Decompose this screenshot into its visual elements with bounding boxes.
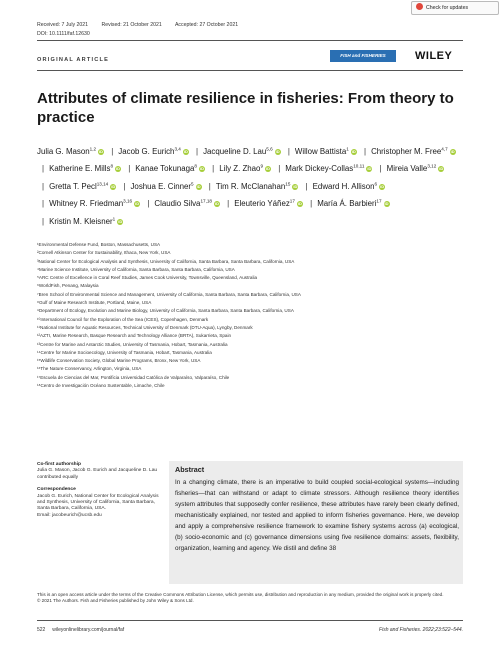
author-name: Lily Z. Zhao (219, 164, 261, 174)
author-separator: | (227, 199, 230, 209)
author[interactable] (49, 217, 123, 226)
updates-label: Check for updates (426, 5, 469, 11)
article-title: Attributes of climate resilience in fisheries: From theory to practice (37, 90, 454, 126)
author-name: Eleuterio Yáñez (234, 199, 290, 209)
author[interactable] (135, 164, 205, 173)
author-name: Claudio Silva (154, 199, 201, 209)
author[interactable] (49, 164, 121, 173)
section-label: ORIGINAL ARTICLE (37, 57, 110, 63)
co-first-heading: Co-first authorship (37, 462, 82, 467)
date-received: Received: 7 July 2021 (37, 22, 89, 28)
author-affiliation-number: 10,11 (353, 163, 365, 169)
check-for-updates-button[interactable] (411, 1, 499, 15)
author[interactable] (313, 182, 385, 191)
orcid-icon[interactable]: iD (135, 201, 140, 207)
footer-citation: Fish and Fisheries. 2022;23:522–544. (379, 627, 463, 633)
co-first-text: Julia G. Mason, Jacob G. Eurich and Jacqueline D. Lau contributed equally (37, 468, 158, 480)
author-separator: | (111, 146, 114, 156)
license-text: This is an open access article under the terms of the Creative Commons Attribution License, which permits use, distribution and reproduction in any medium, provided the original work is properly cited. © 2021 The Authors. Fish and Fisheries published by John Wiley & Sons Ltd. (37, 592, 444, 604)
orcid-icon[interactable]: iD (297, 201, 302, 207)
section-divider (37, 70, 463, 71)
orcid-icon[interactable]: iD (380, 183, 385, 189)
author-separator: | (42, 181, 45, 191)
page-footer (37, 627, 463, 633)
affiliation-item: ¹¹National Institute for Aquatic Resources, Technical University of Denmark (DTU-Aqua), Lyngby, Denmark (37, 324, 253, 330)
author-separator: | (123, 181, 126, 191)
author-name: Whitney R. Friedman (49, 199, 124, 209)
author-separator: | (305, 181, 308, 191)
affiliation-item: ²Cornell Atkinson Center for Sustainability, Ithaca, New York, USA (37, 250, 171, 256)
author-name: Tim R. McClanahan (215, 181, 286, 191)
author[interactable] (118, 147, 189, 156)
affiliation-item: ¹⁴Centre for Marine Socioecology, University of Tasmania, Hobart, Tasmania, Australia (37, 349, 212, 355)
author-separator: | (42, 216, 45, 226)
author-affiliation-number: 3,4 (174, 146, 181, 151)
author[interactable] (295, 147, 357, 156)
orcid-icon[interactable]: iD (214, 201, 219, 207)
doi-link[interactable]: DOI: 10.1111/faf.12630 (37, 31, 90, 37)
affiliation-item: ¹⁶The Nature Conservancy, Arlington, Virginia, USA (37, 366, 142, 372)
author-affiliation-number: 4,7 (441, 146, 448, 151)
author[interactable] (285, 164, 372, 173)
author-affiliation-number: 3,16 (123, 198, 133, 204)
author-name: Christopher M. Free (371, 146, 442, 156)
author-separator: | (212, 164, 215, 174)
orcid-icon[interactable]: iD (199, 166, 204, 172)
author-affiliation-number: 13,14 (96, 181, 109, 187)
orcid-icon[interactable]: iD (183, 148, 188, 154)
affiliation-item: ⁴Marine Science Institute, University of California, Santa Barbara, Santa Barbara, California, USA (37, 266, 235, 272)
affiliation-item: ¹²AZTI, Marine Research, Basque Research and Technology Alliance (BRTA), Sukarrieta, Spain (37, 333, 232, 339)
author[interactable] (49, 199, 140, 208)
correspondence-block (37, 462, 165, 519)
author-list (37, 142, 463, 230)
author-name: Gretta T. Pecl (49, 181, 97, 191)
orcid-icon[interactable]: iD (118, 218, 123, 224)
author-separator: | (287, 146, 290, 156)
author-separator: | (379, 164, 382, 174)
author-name: Katherine E. Mills (49, 164, 111, 174)
author[interactable] (387, 164, 445, 173)
correspondence-text: Jacob G. Eurich, National Center for Ecological Analysis and Synthesis, University of California, Santa Barbara, Santa Barbara, California, USA. (37, 493, 159, 512)
author-affiliation-number: 17,18 (200, 198, 212, 204)
author-affiliation-number: 5,6 (266, 146, 273, 151)
author-separator: | (128, 164, 131, 174)
author-affiliation-number: 5 (191, 181, 194, 187)
author-affiliation-number: 6 (374, 181, 378, 187)
author-separator: | (42, 199, 45, 209)
author-separator: | (208, 181, 211, 191)
journal-logo: FISH and FISHERIES (330, 50, 396, 62)
author[interactable] (37, 147, 104, 156)
author-affiliation-number: 3,12 (427, 163, 437, 169)
correspondence-heading: Correspondence (37, 487, 76, 493)
orcid-icon[interactable]: iD (275, 148, 280, 154)
affiliation-item: ¹³Centre for Marine and Antarctic Studies, University of Tasmania, Hobart, Tasmania, Australia (37, 341, 228, 347)
affiliation-item: ⁷Bren School of Environmental Science and Management, University of California, Santa Barbara, Santa Barbara, California, USA (37, 291, 301, 297)
author-name: María Á. Barbieri (317, 199, 377, 209)
author[interactable] (203, 147, 281, 156)
author-name: Mark Dickey-Collas (285, 164, 354, 174)
author[interactable] (216, 182, 299, 191)
author-name: Willow Battista (294, 146, 347, 156)
orcid-icon[interactable]: iD (351, 148, 356, 154)
author-name: Kristin M. Kleisner (49, 216, 113, 226)
author-affiliation-number: 1,2 (89, 146, 97, 151)
author[interactable] (219, 164, 271, 173)
author-name: Jacqueline D. Lau (203, 146, 267, 156)
author-affiliation-number: 8 (194, 163, 197, 169)
abstract-text: In a changing climate, there is an imperative to build coupled social-ecological systems—including fisheries—that can withstand or adapt to climate stressors. Although resilience theory identifies system attributes that supposedly confer resilience, these attributes have rarely been clearly defined, mechanistically explained, nor tested and applied to inform fisheries governance. Here, we develop and apply a comprehensive resilience framework to examine fishery systems across (a) ecological, (b) socio-economic and (c) governance dimensions using five resilience domains: assets, flexibility, organization, learning and agency. We distil and define 38 (175, 479, 459, 552)
author-name: Joshua E. Cinner (130, 181, 192, 191)
affiliation-item: ³National Center for Ecological Analysis and Synthesis, University of California, Santa Barbara, Santa Barbara, California, USA (37, 258, 295, 264)
author-separator: | (196, 146, 199, 156)
orcid-icon[interactable]: iD (196, 183, 201, 189)
author-separator: | (310, 199, 313, 209)
author-name: Mireia Valle (386, 164, 428, 174)
orcid-icon[interactable]: iD (116, 166, 121, 172)
date-accepted: Accepted: 27 October 2021 (174, 22, 239, 28)
orcid-icon[interactable]: iD (266, 166, 271, 172)
orcid-icon[interactable]: iD (293, 183, 298, 189)
author-separator: | (147, 199, 150, 209)
footer-divider (37, 620, 463, 621)
author[interactable] (317, 199, 389, 208)
author-affiliation-number: 17 (289, 198, 295, 204)
abstract-box (169, 461, 463, 584)
author-affiliation-number: 1 (346, 146, 349, 151)
abstract-heading: Abstract (175, 465, 205, 474)
author-name: Julia G. Mason (37, 146, 90, 156)
author[interactable] (234, 199, 303, 208)
author[interactable] (371, 147, 456, 156)
correspondence-email[interactable]: Email: jacobeurich@ucsb.edu (37, 512, 102, 518)
affiliation-item: ¹⁷Escuela de Ciencias del Mar, Pontificia Universidad Católica de Valparaíso, Valparaíso, Chile (37, 374, 230, 380)
orcid-icon[interactable]: iD (450, 148, 455, 154)
date-revised: Revised: 21 October 2021 (101, 22, 162, 28)
author-affiliation-number: 15 (285, 181, 291, 187)
affiliation-item: ¹⁸Centro de Investigación Océano Sustentable, Limache, Chile (37, 383, 165, 389)
orcid-icon[interactable]: iD (367, 166, 372, 172)
author-name: Jacob G. Eurich (118, 146, 175, 156)
author[interactable] (130, 182, 201, 191)
author-affiliation-number: 1 (112, 216, 116, 222)
affiliation-item: ⁵ARC Centre of Excellence in Coral Reef Studies, James Cook University, Townsville, Queensland, Australia (37, 275, 258, 281)
header-divider (37, 40, 463, 41)
author-separator: | (364, 146, 367, 156)
orcid-icon[interactable]: iD (111, 183, 116, 189)
orcid-icon[interactable]: iD (384, 201, 389, 207)
publisher-logo: WILEY (415, 50, 453, 62)
affiliation-item: ⁶WorldFish, Penang, Malaysia (37, 283, 99, 289)
orcid-icon[interactable]: iD (99, 148, 104, 154)
affiliation-item: ¹⁰International Council for the Exploration of the Sea (ICES), Copenhagen, Denmark (37, 316, 209, 322)
author-affiliation-number: 8 (110, 163, 114, 169)
updates-icon (416, 3, 423, 10)
orcid-icon[interactable]: iD (439, 166, 444, 172)
author[interactable] (154, 199, 220, 208)
author[interactable] (49, 182, 116, 191)
affiliation-item: ⁸Gulf of Maine Research Institute, Portland, Maine, USA (37, 300, 152, 306)
affiliation-list (37, 241, 463, 390)
author-separator: | (42, 164, 45, 174)
author-separator: | (278, 164, 281, 174)
affiliation-item: ¹⁵Wildlife Conservation Society, Global Marine Programs, Bronx, New York, USA (37, 358, 201, 364)
affiliation-item: ¹Environmental Defense Fund, Boston, Massachusetts, USA (37, 242, 161, 247)
author-affiliation-number: 17 (376, 198, 382, 204)
author-name: Edward H. Allison (312, 181, 375, 191)
footer-left[interactable]: 522 wileyonlinelibrary.com/journal/faf (37, 627, 125, 633)
author-affiliation-number: 9 (260, 163, 264, 169)
author-name: Kanae Tokunaga (135, 164, 195, 174)
article-dates (37, 22, 250, 28)
affiliation-item: ⁹Department of Ecology, Evolution and Marine Biology, University of California, Santa Barbara, Santa Barbara, California, USA (37, 308, 294, 314)
